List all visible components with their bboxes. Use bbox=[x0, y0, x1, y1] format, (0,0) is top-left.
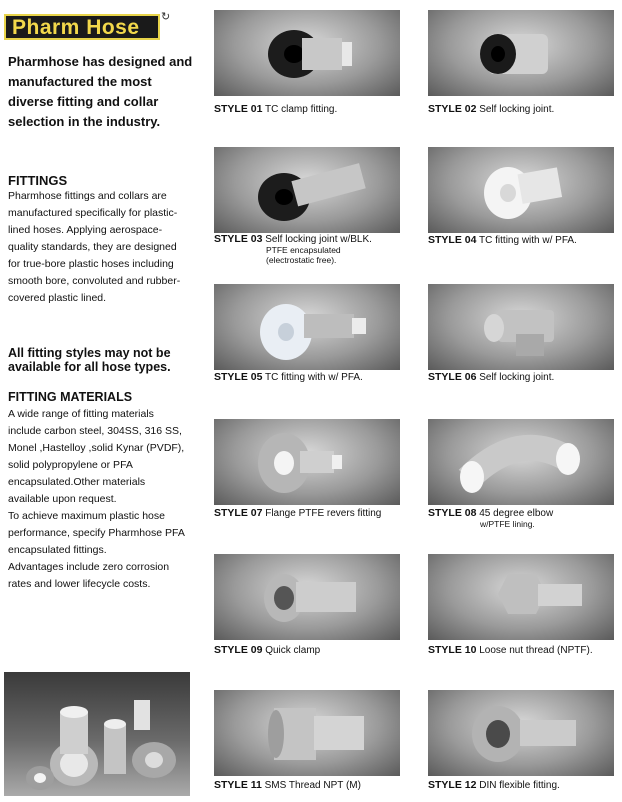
style-description: Self locking joint. bbox=[476, 372, 555, 383]
style-caption bbox=[428, 235, 577, 246]
style-photo bbox=[428, 419, 614, 505]
style-description: TC fitting with w/ PFA. bbox=[476, 235, 577, 246]
page-title: Pharm Hose bbox=[12, 16, 140, 39]
style-photo bbox=[214, 284, 400, 370]
anchor-icon: ↻ bbox=[161, 11, 171, 23]
style-description: Quick clamp bbox=[262, 645, 321, 656]
style-caption bbox=[428, 372, 554, 383]
style-description: 45 degree elbow bbox=[476, 508, 554, 519]
style-photo bbox=[428, 284, 614, 370]
style-code: STYLE 03 bbox=[214, 233, 263, 245]
style-description: Flange PTFE revers fitting bbox=[262, 508, 382, 519]
style-photo bbox=[214, 554, 400, 640]
style-caption bbox=[214, 508, 381, 519]
style-photo bbox=[428, 147, 614, 233]
materials-text-1: A wide range of fitting materials include carbon steel, 304SS, 316 SS, Monel ,Hastelloy ,solid Kynar (PVDF), solid polypropylene or PFA encapsulated.Other materials available upon request. bbox=[8, 408, 185, 505]
title-banner bbox=[4, 14, 160, 40]
style-description-line2: PTFE encapsulated bbox=[266, 245, 341, 255]
style-code: STYLE 09 bbox=[214, 644, 263, 656]
intro-text: Pharmhose has designed and manufactured the most diverse fitting and collar selection in the industry. bbox=[8, 54, 193, 129]
style-photo bbox=[214, 147, 400, 233]
style-description: Self locking joint w/BLK. bbox=[262, 234, 372, 245]
style-photo bbox=[214, 690, 400, 776]
style-photo bbox=[428, 554, 614, 640]
style-code: STYLE 07 bbox=[214, 507, 263, 519]
style-code: STYLE 04 bbox=[428, 234, 477, 246]
style-caption bbox=[214, 372, 363, 383]
fittings-group-photo bbox=[4, 672, 190, 796]
materials-text-3: Advantages include zero corrosion rates and lower lifecycle costs. bbox=[8, 561, 170, 590]
style-description: Loose nut thread (NPTF). bbox=[476, 645, 593, 656]
fittings-text: Pharmhose fittings and collars are manufactured specifically for plastic-lined hoses. Applying aerospace-quality standards, they are designed for true-bore plastic hoses including smooth bore, convoluted and rubber-covered plastic lined. bbox=[8, 190, 181, 304]
style-code: STYLE 02 bbox=[428, 103, 477, 115]
style-description: DIN flexible fitting. bbox=[476, 780, 560, 791]
fittings-heading: FITTINGS bbox=[8, 173, 68, 188]
style-photo bbox=[428, 690, 614, 776]
style-photo bbox=[214, 10, 400, 96]
style-caption bbox=[428, 508, 553, 529]
style-description-line2: w/PTFE lining. bbox=[480, 519, 535, 529]
materials-text-2: To achieve maximum plastic hose performance, specify Pharmhose PFA encapsulated fittings. bbox=[8, 510, 185, 556]
style-caption bbox=[214, 780, 361, 791]
style-description: SMS Thread NPT (M) bbox=[261, 780, 361, 791]
style-description: TC fitting with w/ PFA. bbox=[262, 372, 363, 383]
style-caption bbox=[428, 780, 560, 791]
style-code: STYLE 10 bbox=[428, 644, 477, 656]
style-code: STYLE 12 bbox=[428, 779, 477, 791]
style-code: STYLE 01 bbox=[214, 103, 263, 115]
style-code: STYLE 06 bbox=[428, 371, 477, 383]
style-caption bbox=[214, 234, 372, 265]
style-code: STYLE 11 bbox=[214, 779, 262, 791]
materials-heading: FITTING MATERIALS bbox=[8, 390, 133, 404]
style-caption bbox=[428, 104, 554, 115]
style-description: Self locking joint. bbox=[476, 104, 555, 115]
style-photo bbox=[428, 10, 614, 96]
style-caption bbox=[214, 104, 337, 115]
style-code: STYLE 05 bbox=[214, 371, 263, 383]
style-photo bbox=[214, 419, 400, 505]
style-code: STYLE 08 bbox=[428, 507, 477, 519]
style-description: TC clamp fitting. bbox=[262, 104, 338, 115]
style-caption bbox=[428, 645, 593, 656]
all-styles-note: All fitting styles may not be available for all hose types. bbox=[8, 346, 171, 374]
style-caption bbox=[214, 645, 320, 656]
style-description-line3: (electrostatic free). bbox=[266, 255, 337, 265]
